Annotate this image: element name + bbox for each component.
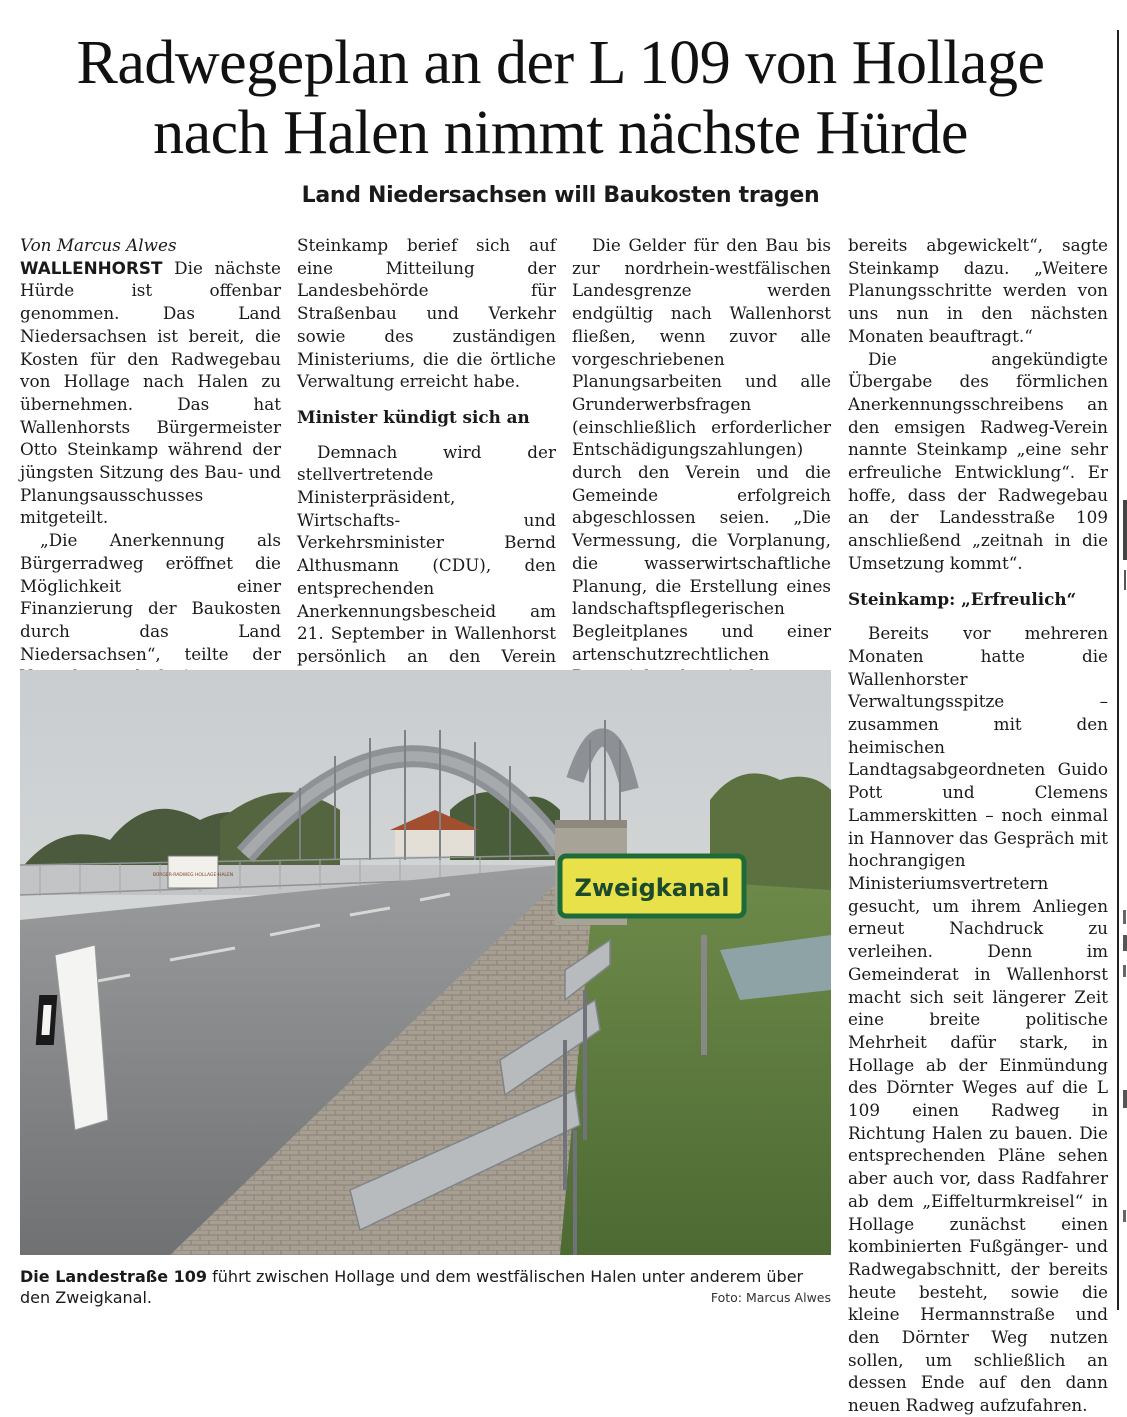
paragraph: Steinkamp berief sich auf eine Mitteilung der Landesbehörde für Straßenbau und Verkehr sowie des zuständigen Ministeriums, die die örtliche Verwaltung erreicht habe. (297, 235, 556, 392)
lead-text: Die nächste Hürde ist offenbar genommen. Das Land Niedersachsen ist bereit, die Kosten für den Radwegebau von Hollage nach Halen zu übernehmen. Das hat Wallenhorsts Bürgermeister Otto Steinkamp während der jüngsten Sitzung des Bau- und Planungsausschusses mitgeteilt. (20, 257, 281, 528)
intertitle: Steinkamp: „Erfreulich“ (848, 588, 1077, 609)
article-column-3 (572, 234, 831, 688)
paragraph: Die Gelder für den Bau bis zur nordrhein-westfälischen Landesgrenze werden endgültig nach Wallenhorst fließen, wenn zuvor alle vorgeschriebenen Planungsarbeiten und alle Grunderwerbsfragen (einschließlich erforderlicher Entschädigungszahlungen) durch den Verein und die Gemeinde erfolgreich abgeschlossen seien. „Die Vermessung, die Vorplanung, die wasserwirtschaftliche Planung, die Erstellung eines landschaftspflegerischen Begleitplanes und einer artenschutzrechtlichen (572, 235, 831, 664)
paragraph: Demnach wird der stellvertretende Ministerpräsident, Wirtschafts- und Verkehrsminister Bernd Althusmann (CDU), den entsprechenden Anerkennungsbescheid am 21. September in Wallenhorst persönlich an den Verein (297, 441, 556, 666)
bridge-photo-illustration (20, 670, 831, 1255)
photo-caption (20, 1266, 831, 1308)
adjacent-article-edge (1121, 30, 1127, 1320)
banner-text: BÜRGER-RADWEG HOLLAGE-HALEN (152, 873, 234, 878)
paragraph: Die angekündigte Übergabe des förmlichen Anerkennungsschreibens an den emsigen Radweg-Verein nannte Steinkamp „eine sehr erfreuliche Entwicklung“. Er hoffe, dass der Radwegebau an der Landesstraße 109 anschließend „zeitnah in die Umsetzung kommt“. (848, 348, 1108, 573)
article-column-1 (20, 234, 281, 688)
caption-text: führt zwischen Hollage und dem westfälischen Halen unter anderem über den Zweigkanal. (20, 1267, 804, 1307)
column-rule (1117, 30, 1119, 1310)
intertitle: Minister kündigt sich an (297, 406, 530, 427)
byline: Von Marcus Alwes (20, 235, 177, 255)
article-column-4 (848, 234, 1108, 1417)
article-column-2 (297, 234, 556, 713)
sign-text: Zweigkanal (574, 874, 730, 902)
dateline: WALLENHORST (20, 257, 163, 278)
lead-paragraph (20, 257, 281, 529)
paragraph: bereits abgewickelt“, sagte Steinkamp dazu. „Weitere Planungsschritte werden von uns nun in den nächsten Monaten beauftragt.“ (848, 235, 1108, 346)
photo-credit: Foto: Marcus Alwes (710, 1290, 831, 1305)
subheadline: Land Niedersachsen will Baukosten tragen (301, 183, 820, 208)
paragraph: „Die Anerkennung als Bürgerradweg eröffnet die Möglichkeit einer Finanzierung der Baukosten durch das Land Niedersachsen“, teilte der (20, 530, 281, 664)
article-photo (20, 670, 831, 1255)
caption-lead: Die Landestraße 109 (20, 1267, 208, 1286)
headline: Radwegeplan an der L 109 von Hollage nach Halen nimmt nächste Hürde (76, 29, 1045, 167)
paragraph: Bereits vor mehreren Monaten hatte die Wallenhorster Verwaltungsspitze – zusammen mit den heimischen Landtagsabgeordneten Guido Pott und Clemens Lammerskitten – noch einmal in Hannover das Gespräch mit hochrangigen Ministeriumsvertretern gesucht, um ihrem Anliegen erneut Nachdruck zu verleihen. Denn im Gemeinderat in Wallenhorst macht sich seit längerer Zeit eine breite politische Mehrheit dafür stark, in Hollage ab der Einmündung des Dörnter Weges auf die L 109 einen Radweg in Richtung Halen zu bauen. Die entsprechenden Pläne sehen aber auch vor, dass Radfahrer ab dem „Eiffelturmkreisel“ in Hollage zunächst einen kombinierten Fußgänger- und Radwegabschnitt, der bereits heute besteht, sowie die kleine Hermannstraße und den Dörnter Weg nutzen sollen, um schließlich an dessen Ende auf den dann neuen Radweg aufzufahren. (848, 623, 1108, 1416)
